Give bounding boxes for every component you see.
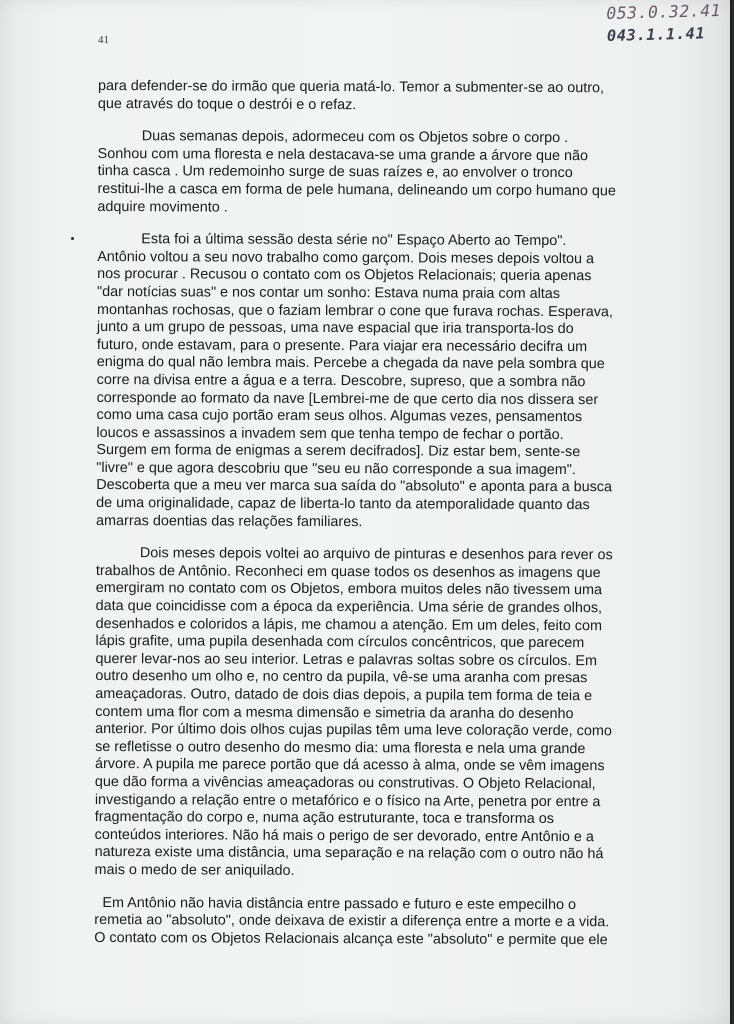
text-line: junto a um grupo de pessoas, uma nave espacial que iria transporta-los do: [96, 319, 574, 338]
archive-code-2: 043.1.1.41: [606, 24, 706, 45]
text-line: árvore. A pupila me parece portão que dá acesso à alma, onde se vêm imagens: [94, 756, 605, 775]
text-line: amarras doentias das relações familiares.: [96, 512, 363, 530]
text-line: nos procurar . Recusou o contato com os Objetos Relacionais; queria apenas: [97, 266, 592, 285]
text-line: Antônio voltou a seu novo trabalho como garçom. Dois meses depois voltou a: [97, 248, 595, 267]
margin-dot: [71, 237, 74, 240]
page-number: 41: [98, 34, 109, 46]
body-text: [94, 78, 630, 950]
text-line: Em Antônio não havia distância entre passado e futuro e este empecilho o: [102, 894, 577, 913]
text-line: querer levar-nos ao seu interior. Letras e palavras soltas sobre os círculos. Em: [95, 650, 598, 669]
text-line: lápis grafite, uma pupila desenhada com círculos concêntricos, que parecem: [95, 633, 585, 652]
text-line: corresponde ao formato da nave [Lembrei-me de que certo dia nos dissera ser: [96, 389, 599, 408]
text-line: data que coincidisse com a época da experiência. Uma série de grandes olhos,: [95, 598, 603, 617]
text-line: investigando a relação entre o metafórico e o físico na Arte, penetra por entre a: [94, 791, 601, 810]
text-line: conteúdos interiores. Não há mais o perigo de ser devorado, entre Antônio e a: [94, 826, 594, 845]
paragraph-1: [98, 78, 630, 116]
text-line: ameaçadoras. Outro, datado de dois dias depois, a pupila tem forma de teia e: [95, 685, 593, 705]
text-line: Duas semanas depois, adormeceu com os Objetos sobre o corpo .: [141, 128, 569, 147]
text-line: anterior. Por último dois olhos cujas pupilas têm uma leve coloração verde, como: [95, 721, 612, 740]
archive-code-1: 053.0.32.41: [606, 0, 722, 23]
text-line: outro desenho um olho e, no centro da pupila, vê-se uma aranha com presas: [95, 668, 588, 687]
text-line: "livre" e que agora descobriu que "seu eu não corresponde a sua imagem".: [96, 459, 576, 478]
text-line: desenhados e coloridos a lápis, me chamou a atenção. Em um deles, feito com: [95, 615, 603, 634]
text-line: montanhas rochosas, que o faziam lembrar o cone que furava rochas. Esperava,: [96, 301, 613, 320]
text-line: enigma do qual não lembra mais. Percebe a chegada da nave pela sombra que: [96, 354, 605, 373]
text-line: Dois meses depois voltei ao arquivo de pinturas e desenhos para rever os: [139, 545, 613, 564]
text-line: que através do toque o destrói e o refaz.: [97, 95, 357, 113]
text-line: O contato com os Objetos Relacionais alcança este "absoluto" e permite que ele: [94, 929, 608, 948]
paragraph-2: [97, 128, 629, 218]
text-line: loucos e assassinos a invadem sem que tenha tempo de fechar o portão.: [96, 424, 564, 443]
text-line: Surgem em forma de enigmas a serem decifrados]. Diz estar bem, sente-se: [96, 442, 581, 461]
paragraph-5: [94, 895, 626, 950]
text-line: Sonhou com uma floresta e nela destacava-se uma grande a árvore que não: [97, 145, 589, 164]
text-line: de uma originalidade, capaz de liberta-lo tanto da atemporalidade quanto das: [96, 495, 590, 514]
text-line: Esta foi a última sessão desta série no" Espaço Aberto ao Tempo".: [141, 231, 567, 250]
text-line: futuro, onde estavam, para o presente. Para viajar era necessário decifra um: [96, 336, 588, 355]
handwritten-archive-codes: [606, 0, 733, 48]
text-line: trabalhos de Antônio. Reconheci em quase todos os desenhos as imagens que: [95, 562, 601, 582]
text-line: restitui-lhe a casca em forma de pele humana, delineando um corpo humano que: [97, 180, 616, 200]
text-line: se refletisse o outro desenho do mesmo dia: uma floresta e nela uma grande: [95, 738, 586, 757]
text-line: como uma casa cujo portão eram seus olhos. Algumas vezes, pensamentos: [96, 407, 583, 426]
page-edge-shadow: [730, 0, 732, 1024]
text-line: "dar notícias suas" e nos contar um sonho: Estava numa praia com altas: [97, 283, 561, 302]
text-line: natureza existe uma distância, uma separação e na relação com o outro não há: [94, 844, 604, 863]
text-line: que dão forma a vivências ameaçadoras ou construtivas. O Objeto Relacional,: [94, 773, 596, 793]
text-line: remetia ao "absoluto", onde deixava de existir a diferença entre a morte e a vida.: [94, 912, 610, 931]
text-line: tinha casca . Um redemoinho surge de suas raízes e, ao envolver o tronco: [97, 163, 573, 182]
text-line: para defender-se do irmão que queria matá-lo. Temor a submenter-se ao outro,: [97, 78, 605, 97]
text-line: contem uma flor com a mesma dimensão e simetria da aranha do desenho: [95, 703, 574, 722]
text-line: Descoberta que a meu ver marca sua saída do "absoluto" e aponta para a busca: [96, 477, 613, 496]
text-line: emergiram no contato com os Objetos, embora muitos deles não tivessem uma: [95, 580, 603, 599]
text-line: adquire movimento .: [97, 198, 228, 216]
text-line: corre na divisa entre a água e a terra. Descobre, supreso, que a sombra não: [96, 371, 586, 391]
text-line: mais o medo de ser aniquilado.: [94, 861, 295, 879]
paragraph-4: [95, 545, 628, 882]
text-line: fragmentação do corpo e, numa ação estruturante, toca e transforma os: [94, 809, 554, 828]
paragraph-3: [96, 231, 629, 532]
